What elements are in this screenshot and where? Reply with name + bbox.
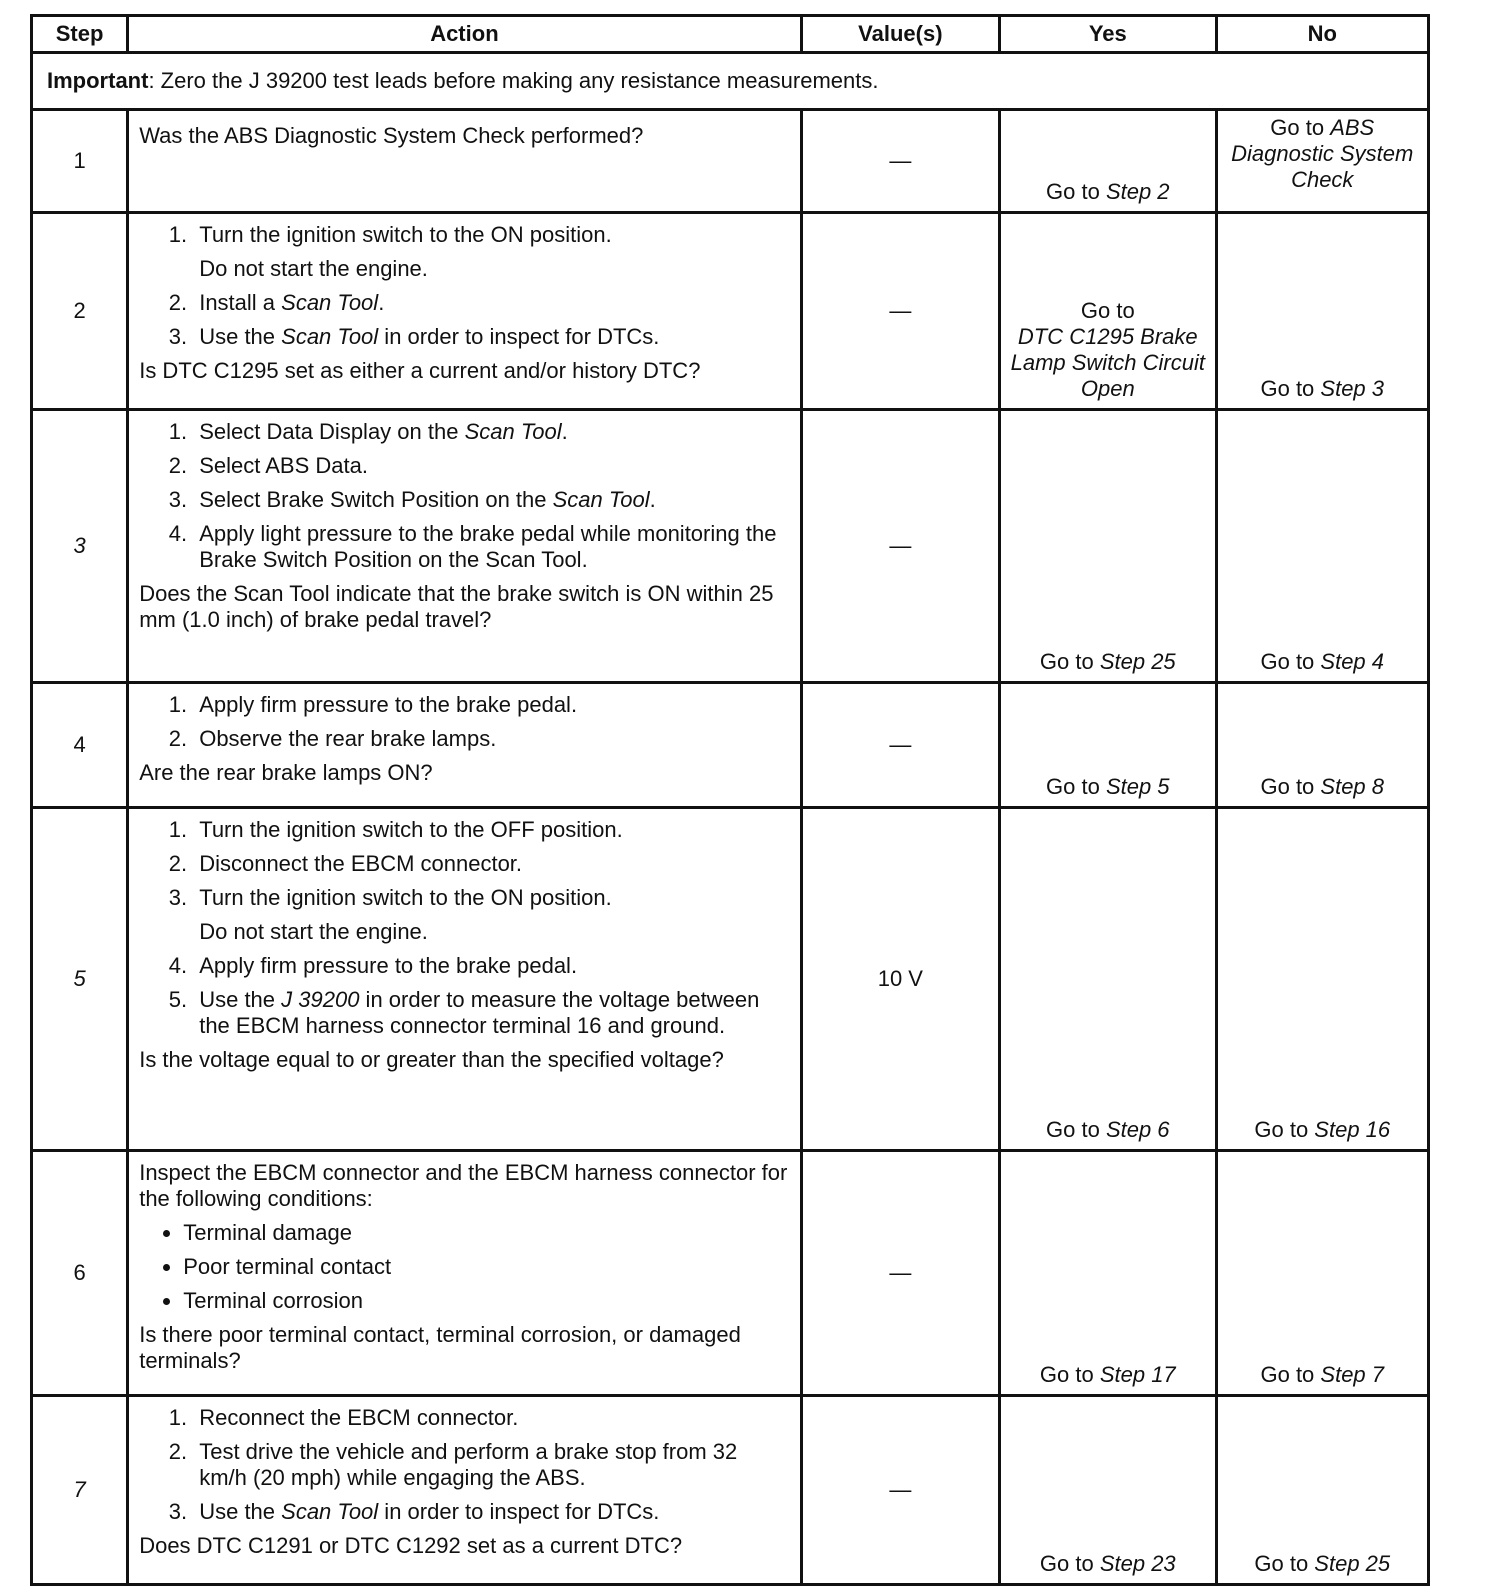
action-step: 2. Observe the rear brake lamps.	[193, 726, 789, 752]
no-link[interactable]: Step 7	[1320, 1362, 1385, 1387]
important-row	[32, 53, 1429, 110]
table-row	[32, 1396, 1429, 1585]
action-cell	[128, 683, 801, 808]
yes-link[interactable]: Step 23	[1099, 1551, 1176, 1576]
no-cell	[1216, 410, 1428, 683]
diagnostic-table	[30, 14, 1430, 1586]
action-cell	[128, 110, 801, 213]
question: Is DTC C1295 set as either a current and/or history DTC?	[139, 358, 701, 383]
action-step: 1. Reconnect the EBCM connector.	[193, 1405, 789, 1431]
action-step: 1. Apply firm pressure to the brake pedal.	[193, 692, 789, 718]
action-cell	[128, 808, 801, 1151]
step-number: 4	[32, 683, 128, 808]
no-link[interactable]: Step 4	[1320, 649, 1385, 674]
diagnostic-table-page	[30, 14, 1430, 1586]
yes-cell	[1000, 1396, 1216, 1585]
no-link[interactable]: Step 3	[1320, 376, 1385, 401]
step-text: Select Brake Switch Position on the	[199, 487, 553, 512]
action-steps	[139, 419, 789, 573]
step-number: 1	[32, 110, 128, 213]
action-step	[193, 324, 789, 350]
yes-link[interactable]: DTC C1295 Brake Lamp Switch Circuit Open	[1010, 324, 1205, 401]
step-text: Select Data Display on the	[199, 419, 465, 444]
value-cell: 10 V	[801, 808, 999, 1151]
no-link[interactable]: Step 16	[1314, 1117, 1391, 1142]
value-cell: —	[801, 213, 999, 410]
header-yes: Yes	[1000, 16, 1216, 53]
question: Does DTC C1291 or DTC C1292 set as a current DTC?	[139, 1533, 683, 1558]
action-steps	[139, 817, 789, 1039]
action-cell	[128, 410, 801, 683]
step-text-end: .	[561, 419, 568, 444]
no-prefix: Go to	[1254, 1117, 1315, 1142]
step-number: 3	[32, 410, 128, 683]
value-cell: —	[801, 1151, 999, 1396]
header-no: No	[1216, 16, 1428, 53]
no-prefix: Go to	[1260, 774, 1321, 799]
step-number: 6	[32, 1151, 128, 1396]
step-number: 5	[32, 808, 128, 1151]
question: Is the voltage equal to or greater than the specified voltage?	[139, 1047, 724, 1072]
action-cell	[128, 1151, 801, 1396]
important-note	[32, 53, 1429, 110]
step-text: Apply light pressure to the brake pedal while monitoring the Brake Switch Position on the Scan Tool.	[199, 521, 777, 572]
action-intro: Inspect the EBCM connector and the EBCM harness connector for the following conditions:	[139, 1160, 788, 1211]
no-link[interactable]: ABS Diagnostic System Check	[1231, 115, 1414, 192]
step-note: Do not start the engine.	[199, 256, 428, 281]
yes-cell	[1000, 213, 1216, 410]
step-text: Install a	[199, 290, 282, 315]
scan-tool-ref: Scan Tool	[281, 290, 379, 315]
yes-link[interactable]: Step 6	[1105, 1117, 1170, 1142]
action-step	[193, 521, 789, 573]
important-text: : Zero the J 39200 test leads before making any resistance measurements.	[148, 68, 879, 93]
action-step	[193, 885, 789, 945]
step-text-end: .	[649, 487, 656, 512]
table-row	[32, 808, 1429, 1151]
tool-ref: J 39200	[281, 987, 360, 1012]
condition-item: • Terminal damage	[183, 1220, 789, 1246]
condition-list	[139, 1220, 789, 1314]
header-action: Action	[128, 16, 801, 53]
action-cell	[128, 1396, 801, 1585]
yes-cell	[1000, 410, 1216, 683]
scan-tool-ref: Scan Tool	[552, 487, 650, 512]
no-prefix: Go to	[1254, 1551, 1315, 1576]
step-text-end: in order to measure the voltage between the EBCM harness connector terminal 16 and ground.	[199, 987, 760, 1038]
header-values: Value(s)	[801, 16, 999, 53]
yes-prefix: Go to	[1080, 298, 1135, 323]
action-step: 4. Apply firm pressure to the brake pedal.	[193, 953, 789, 979]
question: Was the ABS Diagnostic System Check performed?	[139, 123, 644, 148]
table-row	[32, 410, 1429, 683]
no-link[interactable]: Step 25	[1314, 1551, 1391, 1576]
step-text: Select ABS Data.	[199, 453, 368, 478]
no-cell	[1216, 808, 1428, 1151]
action-steps	[139, 1405, 789, 1525]
table-row	[32, 213, 1429, 410]
question: Are the rear brake lamps ON?	[139, 760, 433, 785]
table-row	[32, 1151, 1429, 1396]
condition-item: • Poor terminal contact	[183, 1254, 789, 1280]
action-step: 1. Turn the ignition switch to the OFF position.	[193, 817, 789, 843]
no-cell	[1216, 683, 1428, 808]
value-cell: —	[801, 110, 999, 213]
step-text-end: .	[378, 290, 385, 315]
no-prefix: Go to	[1270, 115, 1331, 140]
value-cell: —	[801, 410, 999, 683]
scan-tool-ref: Scan Tool	[281, 324, 379, 349]
step-text-end: in order to inspect for DTCs.	[378, 1499, 660, 1524]
action-step	[193, 290, 789, 316]
value-cell: —	[801, 1396, 999, 1585]
question: Does the Scan Tool indicate that the brake switch is ON within 25 mm (1.0 inch) of brake pedal travel?	[139, 581, 774, 632]
no-cell	[1216, 1151, 1428, 1396]
step-number: 2	[32, 213, 128, 410]
step-note: Do not start the engine.	[199, 919, 428, 944]
action-steps	[139, 222, 789, 350]
action-cell	[128, 213, 801, 410]
condition-item: • Terminal corrosion	[183, 1288, 789, 1314]
no-cell	[1216, 110, 1428, 213]
no-prefix: Go to	[1260, 649, 1321, 674]
yes-prefix: Go to	[1039, 649, 1100, 674]
no-prefix: Go to	[1260, 376, 1321, 401]
no-cell	[1216, 1396, 1428, 1585]
yes-cell	[1000, 1151, 1216, 1396]
action-step	[193, 987, 789, 1039]
table-row	[32, 110, 1429, 213]
important-label: Important	[47, 68, 149, 93]
no-cell	[1216, 213, 1428, 410]
step-text: Turn the ignition switch to the ON position.	[199, 885, 612, 910]
header-step: Step	[32, 16, 128, 53]
yes-cell	[1000, 808, 1216, 1151]
action-step	[193, 487, 789, 513]
yes-prefix: Go to	[1039, 1551, 1100, 1576]
yes-link[interactable]: Step 5	[1105, 774, 1170, 799]
yes-prefix: Go to	[1046, 1117, 1106, 1142]
step-text: Use the	[199, 1499, 282, 1524]
action-step: 2. Disconnect the EBCM connector.	[193, 851, 789, 877]
yes-prefix: Go to	[1039, 1362, 1100, 1387]
scan-tool-ref: Scan Tool	[464, 419, 562, 444]
action-step	[193, 419, 789, 445]
step-text: Turn the ignition switch to the ON position.	[199, 222, 612, 247]
no-prefix: Go to	[1260, 1362, 1321, 1387]
step-number: 7	[32, 1396, 128, 1585]
yes-prefix: Go to	[1046, 179, 1106, 204]
action-step	[193, 453, 789, 479]
yes-cell	[1000, 110, 1216, 213]
action-steps	[139, 692, 789, 752]
no-link[interactable]: Step 8	[1320, 774, 1385, 799]
yes-link[interactable]: Step 25	[1099, 649, 1176, 674]
scan-tool-ref: Scan Tool	[281, 1499, 379, 1524]
yes-link[interactable]: Step 2	[1105, 179, 1170, 204]
action-step	[193, 222, 789, 282]
action-step: 2. Test drive the vehicle and perform a brake stop from 32 km/h (20 mph) while engaging the ABS.	[193, 1439, 789, 1491]
yes-link[interactable]: Step 17	[1099, 1362, 1176, 1387]
value-cell: —	[801, 683, 999, 808]
action-step	[193, 1499, 789, 1525]
table-row	[32, 683, 1429, 808]
header-row	[32, 16, 1429, 53]
step-text: Use the	[199, 987, 282, 1012]
step-text-end: in order to inspect for DTCs.	[378, 324, 660, 349]
yes-prefix: Go to	[1046, 774, 1106, 799]
yes-cell	[1000, 683, 1216, 808]
question: Is there poor terminal contact, terminal corrosion, or damaged terminals?	[139, 1322, 741, 1373]
step-text: Use the	[199, 324, 282, 349]
